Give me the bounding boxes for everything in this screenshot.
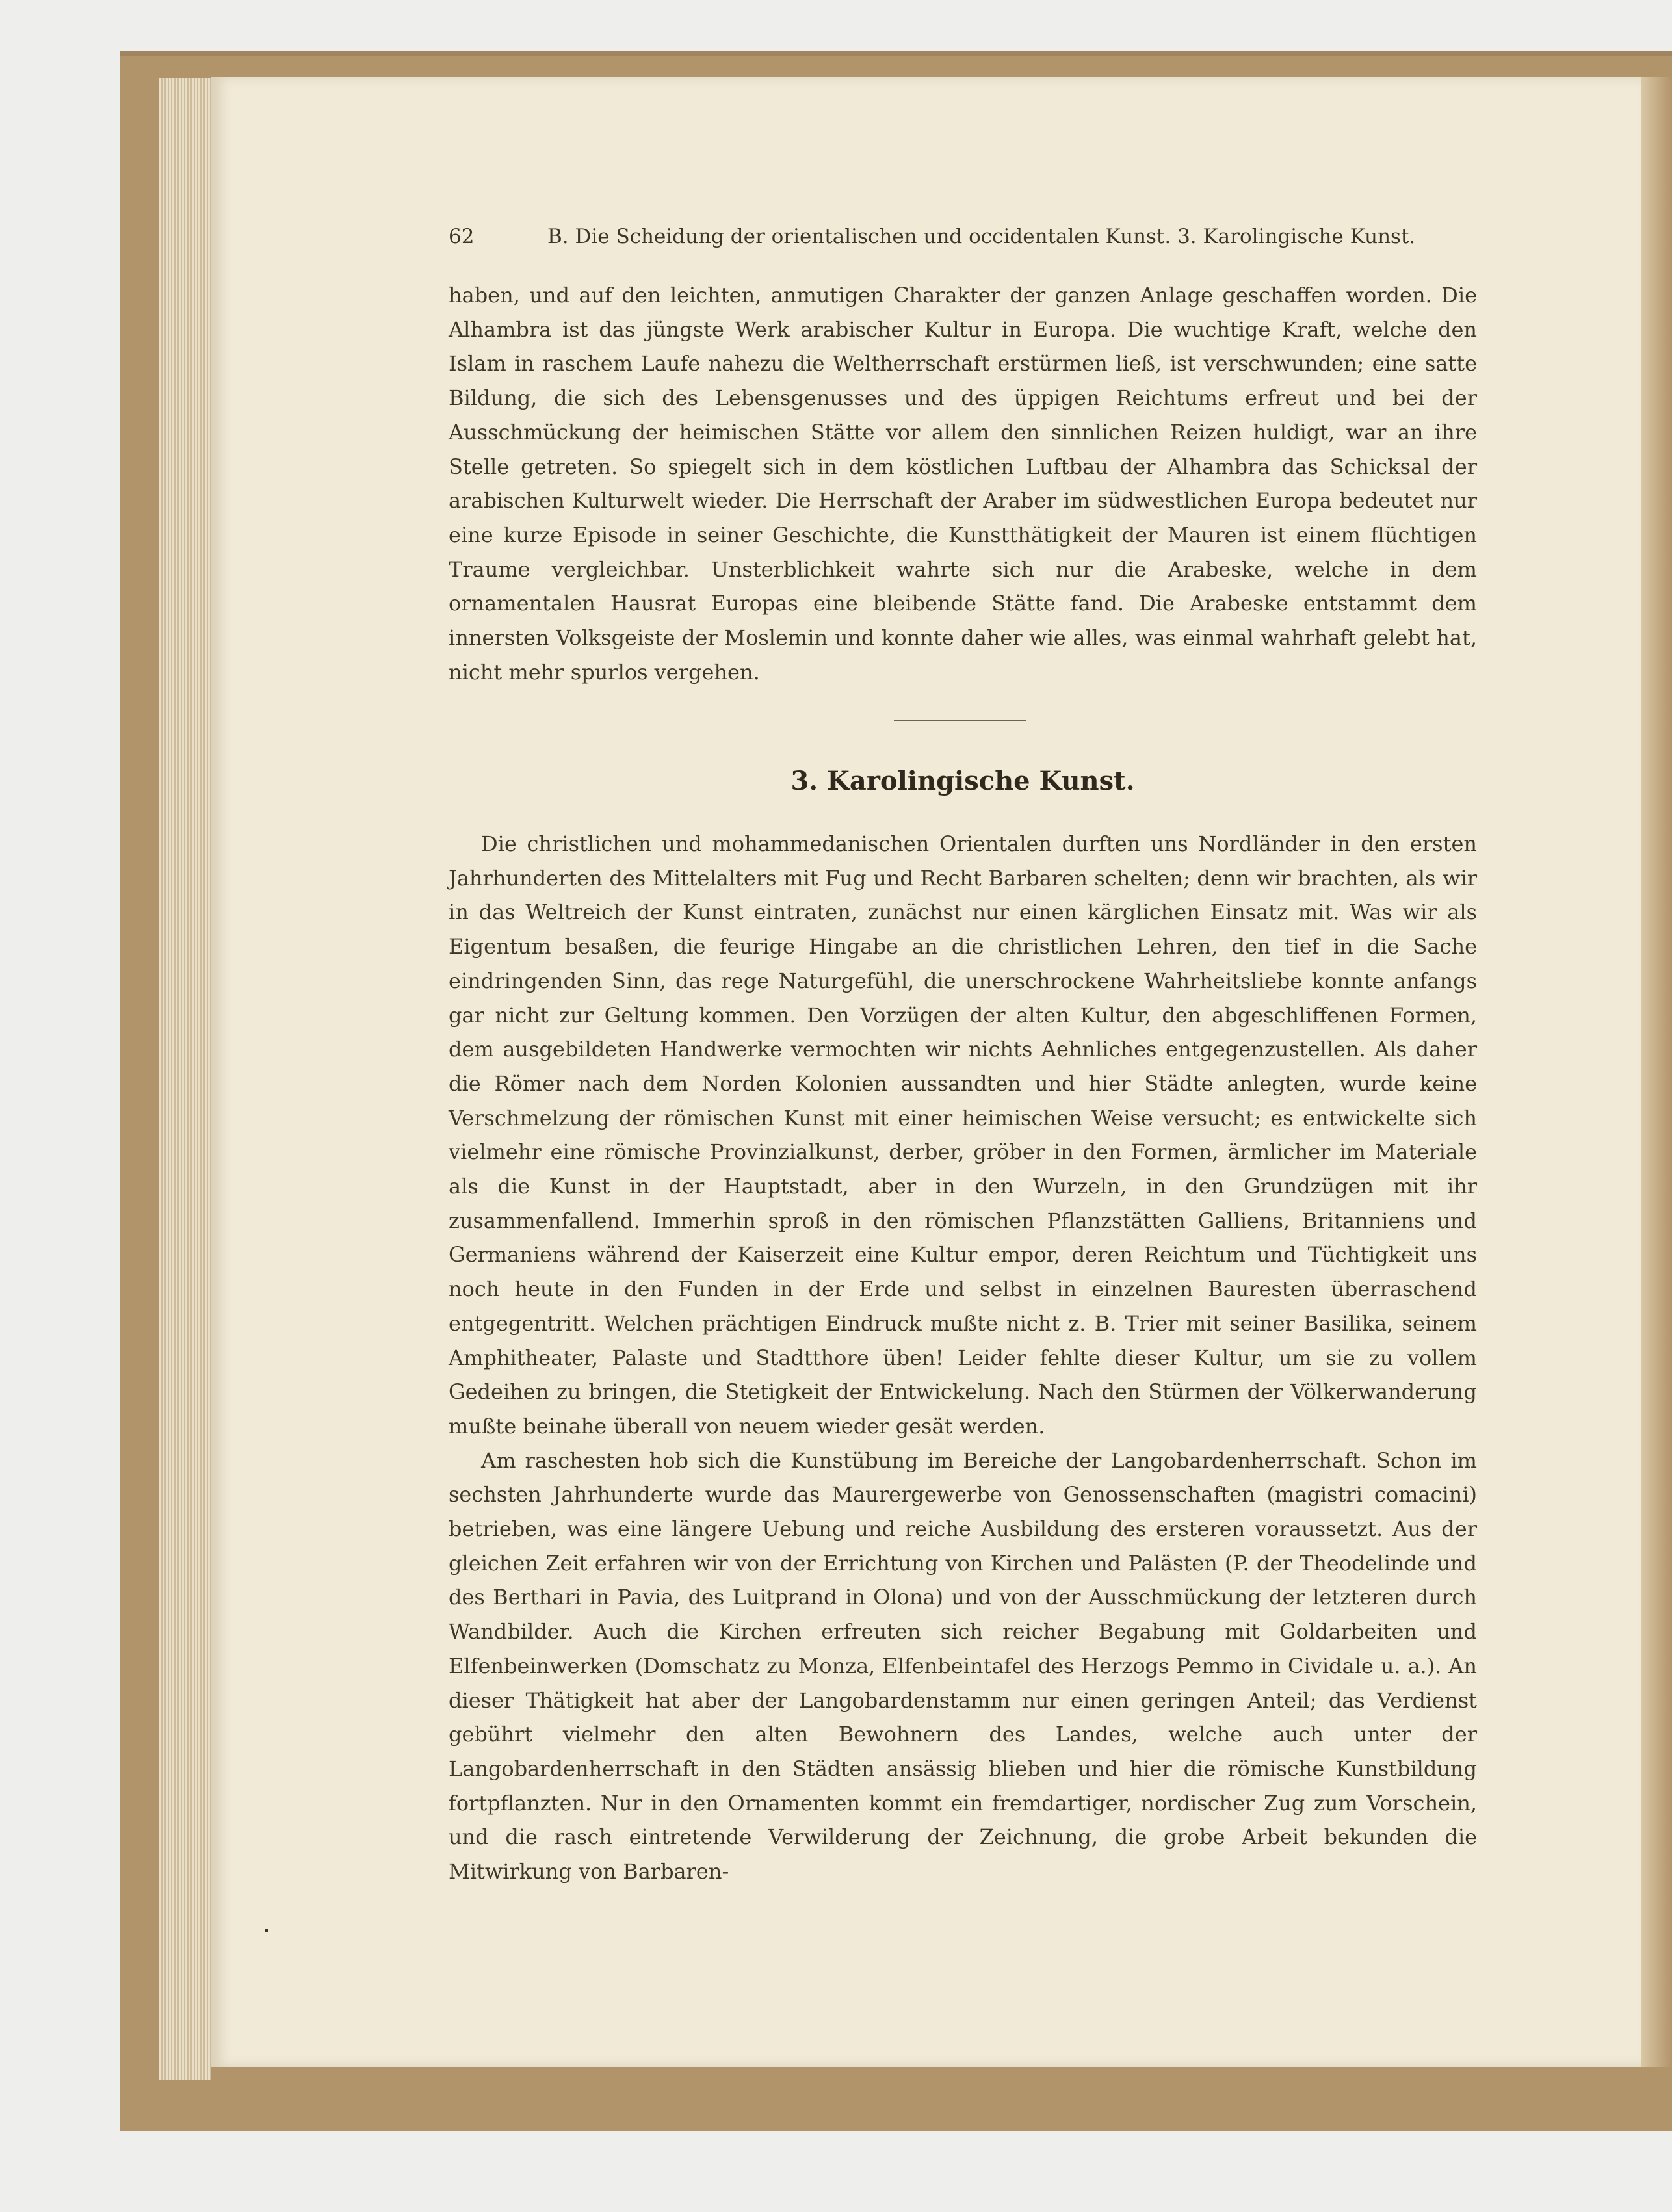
text-block-section bbox=[449, 827, 1477, 1889]
ink-speck bbox=[265, 1929, 268, 1932]
paragraph: Die christlichen und mohammedanischen Orientalen durften uns Nordländer in den ersten Jahrhunderten des Mittelalters mit Fug und Recht Barbaren schelten; denn wir brachten, als wir in das Weltreich der Kunst eintraten, zunächst nur einen kärglichen Einsatz mit. Was wir als Eigentum besaßen, die feurige Hingabe an die christlichen Lehren, den tief in die Sache eindringenden Sinn, das rege Naturgefühl, die unerschrockene Wahrheitsliebe konnte anfangs gar nicht zur Geltung kommen. Den Vorzügen der alten Kultur, den abgeschliffenen Formen, dem ausgebildeten Handwerke vermochten wir nichts Aehnliches entgegenzustellen. Als daher die Römer nach dem Norden Kolonien aussandten und hier Städte anlegten, wurde keine Verschmelzung der römischen Kunst mit einer heimischen Weise versucht; es entwickelte sich vielmehr eine römische Provinzialkunst, derber, gröber in den Formen, ärmlicher im Materiale als die Kunst in der Hauptstadt, aber in den Wurzeln, in den Grundzügen mit ihr zusammenfallend. Immerhin sproß in den römischen Pflanzstätten Galliens, Britanniens und Germaniens während der Kaiserzeit eine Kultur empor, deren Reichtum und Tüchtigkeit uns noch heute in den Funden in der Erde und selbst in einzelnen Bauresten überraschend entgegentritt. Welchen prächtigen Eindruck mußte nicht z. B. Trier mit seiner Basilika, seinem Amphitheater, Palaste und Stadtthore üben! Leider fehlte dieser Kultur, um sie zu vollem Gedeihen zu bringen, die Stetigkeit der Entwickelung. Nach den Stürmen der Völkerwanderung mußte beinahe überall von neuem wieder gesät werden. bbox=[449, 831, 1477, 1438]
section-heading: 3. Karolingische Kunst. bbox=[790, 766, 1135, 796]
page-number: 62 bbox=[449, 225, 475, 248]
paragraph: haben, und auf den leichten, anmutigen Charakter der ganzen Anlage geschaffen worden. Die Alhambra ist das jüngste Werk arabischer Kultur in Europa. Die wuchtige Kraft, welche den Islam in raschem Laufe nahezu die Weltherrschaft erstürmen ließ, ist verschwunden; eine satte Bildung, die sich des Lebensgenusses und des üppigen Reichtums erfreut und bei der Ausschmückung der heimischen Stätte vor allem den sinnlichen Reizen huldigt, war an ihre Stelle getreten. So spiegelt sich in dem köstlichen Luftbau der Alhambra das Schicksal der arabischen Kulturwelt wieder. Die Herrschaft der Araber im südwestlichen Europa bedeutet nur eine kurze Episode in seiner Geschichte, die Kunstthätigkeit der Mauren ist einem flüchtigen Traume vergleichbar. Unsterblichkeit wahrte sich nur die Arabeske, welche in dem ornamentalen Hausrat Europas eine bleibende Stätte fand. Die Arabeske entstammt dem innersten Volksgeiste der Moslemin und konnte daher wie alles, was einmal wahrhaft gelebt hat, nicht mehr spurlos vergehen. bbox=[449, 283, 1477, 684]
running-head-text: B. Die Scheidung der orientalischen und occidentalen Kunst. 3. Karolingische Kunst. bbox=[547, 225, 1416, 248]
paragraph: Am raschesten hob sich die Kunstübung im Bereiche der Langobardenherrschaft. Schon im sechsten Jahrhunderte wurde das Maurergewerbe von Genossenschaften (magistri comacini) betrieben, was eine längere Uebung und reiche Ausbildung des ersteren voraussetzt. Aus der gleichen Zeit erfahren wir von der Errichtung von Kirchen und Palästen (P. der Theodelinde und des Berthari in Pavia, des Luitprand in Olona) und von der Ausschmückung der letzteren durch Wandbilder. Auch die Kirchen erfreuten sich reicher Begabung mit Goldarbeiten und Elfenbeinwerken (Domschatz zu Monza, Elfenbeintafel des Herzogs Pemmo in Cividale u. a.). An dieser Thätigkeit hat aber der Langobardenstamm nur einen geringen Anteil; das Verdienst gebührt vielmehr den alten Bewohnern des Landes, welche auch unter der Langobardenherrschaft in den Städten ansässig blieben und hier die römische Kunstbildung fortpflanzten. Nur in den Ornamenten kommt ein fremdartiger, nordischer Zug zum Vorschein, und die rasch eintretende Verwilderung der Zeichnung, die grobe Arbeit bekunden die Mitwirkung von Barbaren- bbox=[449, 1448, 1477, 1884]
text-block-top bbox=[449, 278, 1477, 689]
running-header bbox=[449, 225, 1416, 254]
page-shadow bbox=[1641, 77, 1672, 2067]
section-divider bbox=[894, 720, 1026, 721]
page-edges bbox=[159, 78, 211, 2080]
